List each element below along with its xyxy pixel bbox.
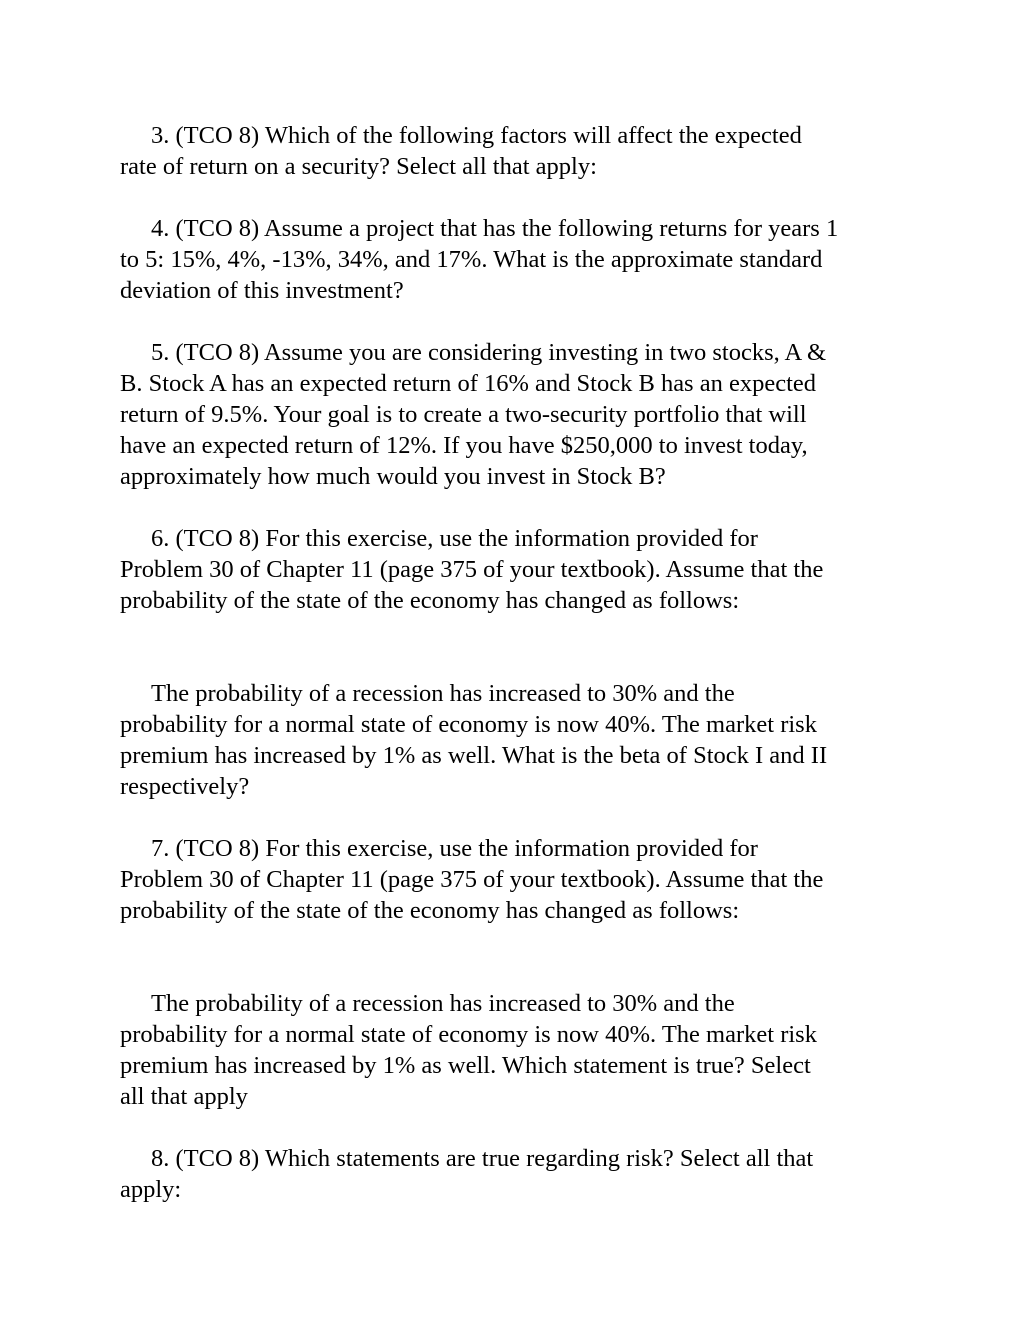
- question-3-line-1: 3. (TCO 8) Which of the following factors will affect the expected: [151, 122, 802, 149]
- question-4-line-1: 4. (TCO 8) Assume a project that has the following returns for years 1: [151, 215, 839, 242]
- question-8: [120, 1143, 910, 1205]
- question-6-detail-line-4: respectively?: [120, 773, 250, 800]
- question-7-detail-line-4: all that apply: [120, 1083, 248, 1110]
- question-7-line-2: Problem 30 of Chapter 11 (page 375 of your textbook). Assume that the: [120, 866, 824, 893]
- question-6-detail-line-1: The probability of a recession has increased to 30% and the: [151, 680, 735, 707]
- question-7-line-1: 7. (TCO 8) For this exercise, use the information provided for: [151, 835, 758, 862]
- question-5-line-4: have an expected return of 12%. If you have $250,000 to invest today,: [120, 432, 808, 459]
- question-7-detail: [120, 988, 910, 1112]
- question-5-line-2: B. Stock A has an expected return of 16% and Stock B has an expected: [120, 370, 817, 397]
- question-6-line-3: probability of the state of the economy has changed as follows:: [120, 587, 740, 614]
- question-8-line-2: apply:: [120, 1176, 182, 1203]
- question-6-line-1: 6. (TCO 8) For this exercise, use the information provided for: [151, 525, 758, 552]
- question-6-detail-line-2: probability for a normal state of economy is now 40%. The market risk: [120, 711, 817, 738]
- question-7: [120, 833, 910, 926]
- question-5-line-3: return of 9.5%. Your goal is to create a two-security portfolio that will: [120, 401, 807, 428]
- question-4-line-3: deviation of this investment?: [120, 277, 404, 304]
- question-3-line-2: rate of return on a security? Select all that apply:: [120, 153, 597, 180]
- question-6: [120, 523, 910, 616]
- question-7-line-3: probability of the state of the economy has changed as follows:: [120, 897, 740, 924]
- question-4: [120, 213, 910, 306]
- question-5-line-1: 5. (TCO 8) Assume you are considering investing in two stocks, A &: [151, 339, 827, 366]
- question-4-line-2: to 5: 15%, 4%, -13%, 34%, and 17%. What is the approximate standard: [120, 246, 823, 273]
- question-6-detail-line-3: premium has increased by 1% as well. What is the beta of Stock I and II: [120, 742, 828, 769]
- document-body: [120, 120, 910, 1205]
- question-6-detail: [120, 678, 910, 802]
- question-7-detail-line-2: probability for a normal state of economy is now 40%. The market risk: [120, 1021, 817, 1048]
- question-5: [120, 337, 910, 492]
- question-6-line-2: Problem 30 of Chapter 11 (page 375 of your textbook). Assume that the: [120, 556, 824, 583]
- question-8-line-1: 8. (TCO 8) Which statements are true regarding risk? Select all that: [151, 1145, 814, 1172]
- question-5-line-5: approximately how much would you invest in Stock B?: [120, 463, 666, 490]
- question-7-detail-line-1: The probability of a recession has increased to 30% and the: [151, 990, 735, 1017]
- question-7-detail-line-3: premium has increased by 1% as well. Which statement is true? Select: [120, 1052, 811, 1079]
- question-3: [120, 120, 910, 182]
